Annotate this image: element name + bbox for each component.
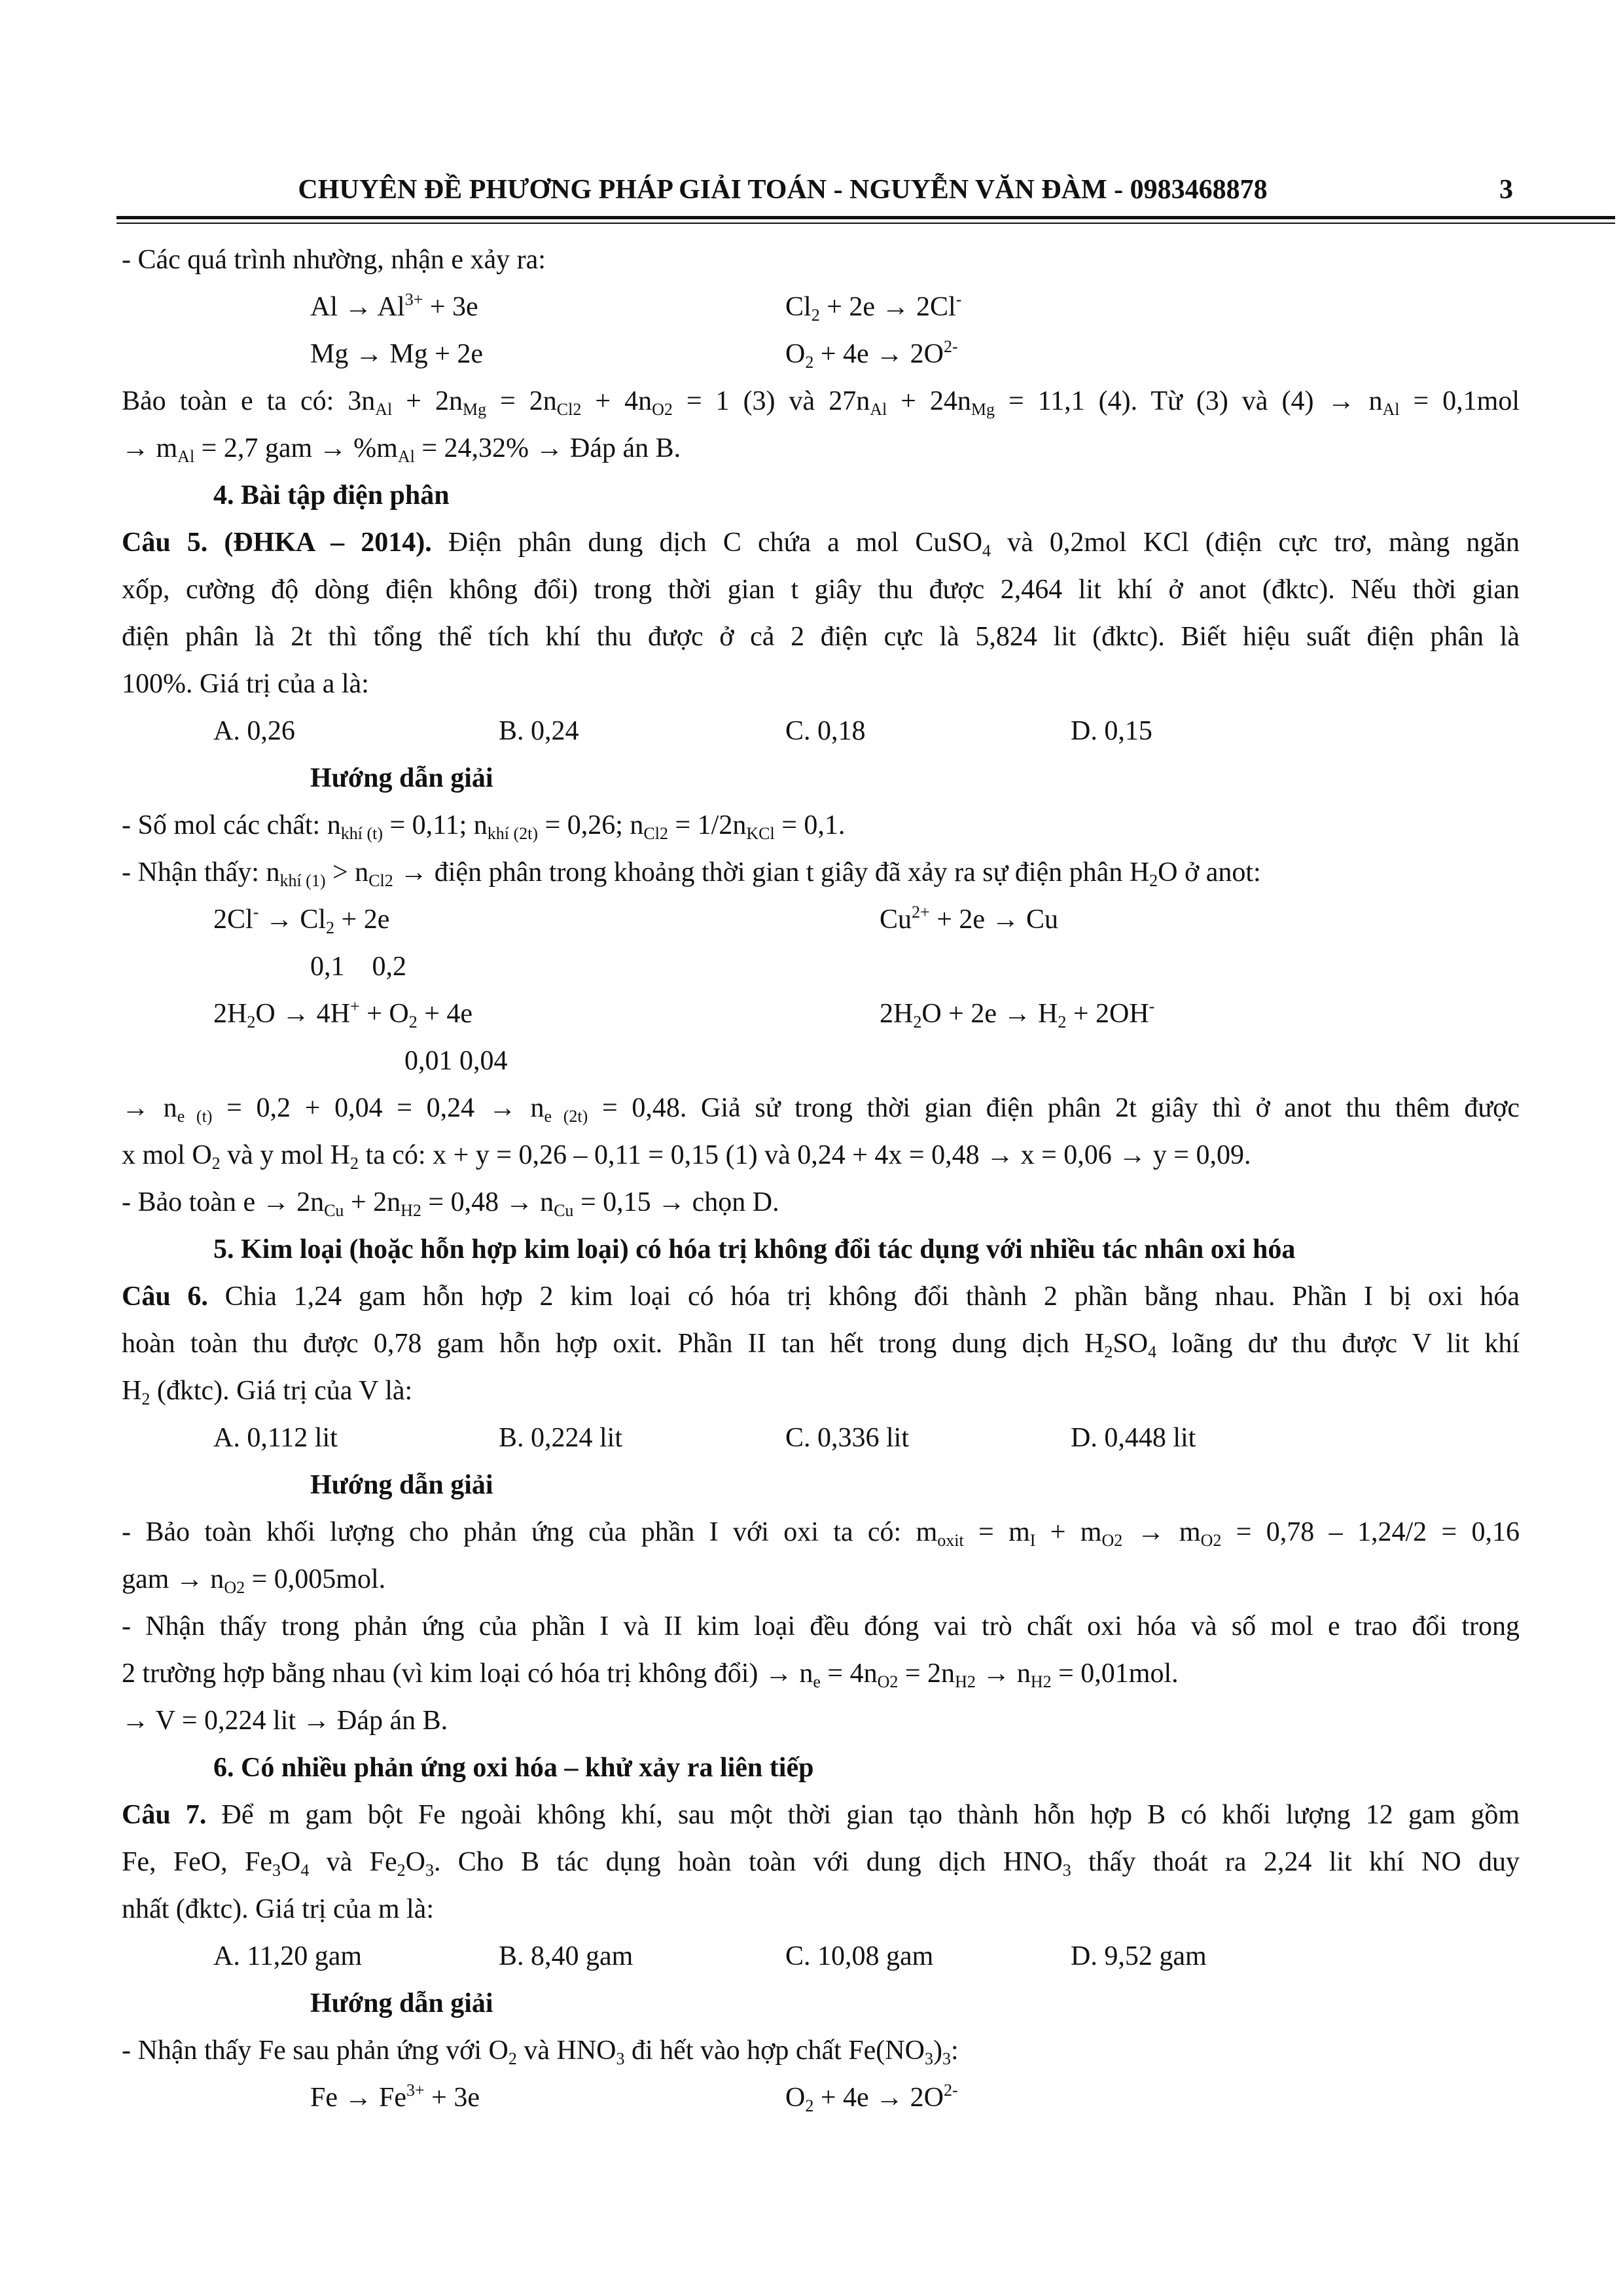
question-line: xốp, cường độ dòng điện không đổi) trong thời gian t giây thu được 2,464 lit khí ở anot (đktc). Nếu thời gian [122,575,1520,605]
guide-heading: Hướng dẫn giải [310,1988,493,2018]
reaction-al: $Al \to Al^{3+} + 3e$ [310,290,478,322]
text-line: - Nhận thấy Fe sau phản ứng với $O_2$ và $HNO_3$ đi hết vào hợp chất $Fe(NO_3)_3$: [122,2036,959,2068]
text-line: → $m_{Al} = 2,7$ gam → $\%m_{Al} = 24,32\%$ → Đáp án B. [122,433,681,466]
section-heading: 5. Kim loại (hoặc hỗn hợp kim loại) có hóa trị không đổi tác dụng với nhiều tác nhân oxi hóa [213,1234,1296,1265]
header-rule-thick [116,216,1615,219]
question-line: hoàn toàn thu được 0,78 gam hỗn hợp oxit. Phần II tan hết trong dung dịch $H_2SO_4$ loãng dư thu được V lit khí [122,1329,1520,1361]
reaction-h2o-cathode: $2H_2O + 2e \to H_2 + 2OH^-$ [880,997,1155,1031]
question-line: Câu 5. (ĐHKA – 2014). Điện phân dung dịch C chứa a mol CuSO$_4$ và 0,2mol KCl (điện cực trơ, màng ngăn [122,528,1520,560]
option-c: C. 10,08 gam [785,1941,934,1971]
text-line: - Nhận thấy trong phản ứng của phần I và II kim loại đều đóng vai trò chất oxi hóa và số mol e trao đổi trong [122,1611,1520,1641]
section-heading: 6. Có nhiều phản ứng oxi hóa – khử xảy ra liên tiếp [213,1753,814,1783]
question-line: Câu 6. Chia 1,24 gam hỗn hợp 2 kim loại có hóa trị không đổi thành 2 phần bằng nhau. Phần I bị oxi hóa [122,1282,1520,1312]
option-c: C. 0,336 lit [785,1423,910,1453]
question-line: Fe, FeO, $Fe_3O_4$ và $Fe_2O_3$. Cho B tác dụng hoàn toàn với dung dịch $HNO_3$ thấy thoát ra 2,24 lit khí NO duy [122,1847,1520,1880]
option-c: C. 0,18 [785,716,866,746]
option-d: D. 0,15 [1071,716,1152,746]
reaction-o2: $O_2 + 4e \to 2O^{2-}$ [785,2081,958,2115]
reaction-values: 0,01 0,04 [404,1046,508,1076]
text-line: → V = 0,224 lit → Đáp án B. [122,1706,448,1736]
reaction-mg: Mg → Mg + 2e [310,339,484,369]
question-line: điện phân là 2t thì tổng thể tích khí thu được ở cả 2 điện cực là 5,824 lit (đktc). Biết hiệu suất điện phân là [122,622,1520,652]
text-line: - Nhận thấy: $n_{khí (1)} > n_{Cl2}$ → điện phân trong khoảng thời gian t giây đã xảy ra sự điện phân $H_2O$ ở anot: [122,857,1261,890]
reaction-h2o-anode: $2H_2O \to 4H^+ + O_2 + 4e$ [213,997,473,1031]
text-line: 2 trường hợp bằng nhau (vì kim loại có hóa trị không đổi) → $n_e = 4n_{O2} = 2n_{H2} \to n_{H2} = 0,01mol$. [122,1659,1179,1691]
reaction-values: 0,1 0,2 [310,952,406,982]
option-b: B. 0,24 [499,716,579,746]
option-b: B. 0,224 lit [499,1423,623,1453]
reaction-cl2: $Cl_2 + 2e \to 2Cl^-$ [785,290,962,325]
reaction-cu: $Cu^{2+} + 2e \to Cu$ [880,903,1059,935]
option-a: A. 0,26 [213,716,295,746]
text-line: - Số mol các chất: $n_{khí (t)} = 0,11$; $n_{khí (2t)} = 0,26$; $n_{Cl2} = 1/2n_{KCl} = 0,1$. [122,810,846,843]
reaction-fe: $Fe \to Fe^{3+} + 3e$ [310,2081,480,2113]
question-line: nhất (đktc). Giá trị của m là: [122,1894,434,1924]
option-b: B. 8,40 gam [499,1941,633,1971]
question-line: 100%. Giá trị của a là: [122,669,369,699]
reaction-cl: $2Cl^- \to Cl_2 + 2e$ [213,903,390,937]
page-header [122,169,1513,211]
page-number: 3 [1499,175,1513,205]
text-line: Bảo toàn e ta có: $3n_{Al} + 2n_{Mg} = 2n_{Cl2} + 4n_{O2} = 1$ (3) và $27n_{Al} + 24n_{Mg} = 11,1$ (4). Từ (3) và $(4) \to n_{Al} = 0,1mol$ [122,386,1520,419]
text-line: - Các quá trình nhường, nhận e xảy ra: [122,245,546,275]
guide-heading: Hướng dẫn giải [310,1470,493,1500]
text-line: - Bảo toàn khối lượng cho phản ứng của phần I với oxi ta có: $m_{oxit} = m_I + m_{O2} \to m_{O2} = 0,78 - 1,24/2 = 0,16$ [122,1517,1520,1550]
section-heading: 4. Bài tập điện phân [213,480,450,511]
option-a: A. 11,20 gam [213,1941,363,1971]
question-line: $H_2$ (đktc). Giá trị của V là: [122,1376,413,1408]
option-d: D. 9,52 gam [1071,1941,1207,1971]
text-line: - Bảo toàn $e \to 2n_{Cu} + 2n_{H2} = 0,48 \to n_{Cu} = 0,15$ → chọn D. [122,1187,779,1220]
question-line: Câu 7. Để m gam bột Fe ngoài không khí, sau một thời gian tạo thành hỗn hợp B có khối lượng 12 gam gồm [122,1800,1520,1830]
header-title: CHUYÊN ĐỀ PHƯƠNG PHÁP GIẢI TOÁN - NGUYỄN VĂN ĐÀM - 0983468878 [298,175,1268,205]
text-line: gam → $n_{O2} = 0,005mol$. [122,1564,386,1597]
text-line: x mol $O_2$ và y mol $H_2$ ta có: x + y = 0,26 – 0,11 = 0,15 (1) và 0,24 + 4x = 0,48 → x = 0,06 → y = 0,09. [122,1140,1251,1173]
option-a: A. 0,112 lit [213,1423,338,1453]
text-line: → $n_{e (t)} = 0,2 + 0,04 = 0,24 \to n_{e (2t)} = 0,48$. Giả sử trong thời gian điện phân 2t giây thì ở anot thu thêm được [122,1093,1520,1126]
reaction-o2: $O_2 + 4e \to 2O^{2-}$ [785,337,958,372]
guide-heading: Hướng dẫn giải [310,763,493,793]
header-rule-thin [116,223,1615,224]
option-d: D. 0,448 lit [1071,1423,1196,1453]
